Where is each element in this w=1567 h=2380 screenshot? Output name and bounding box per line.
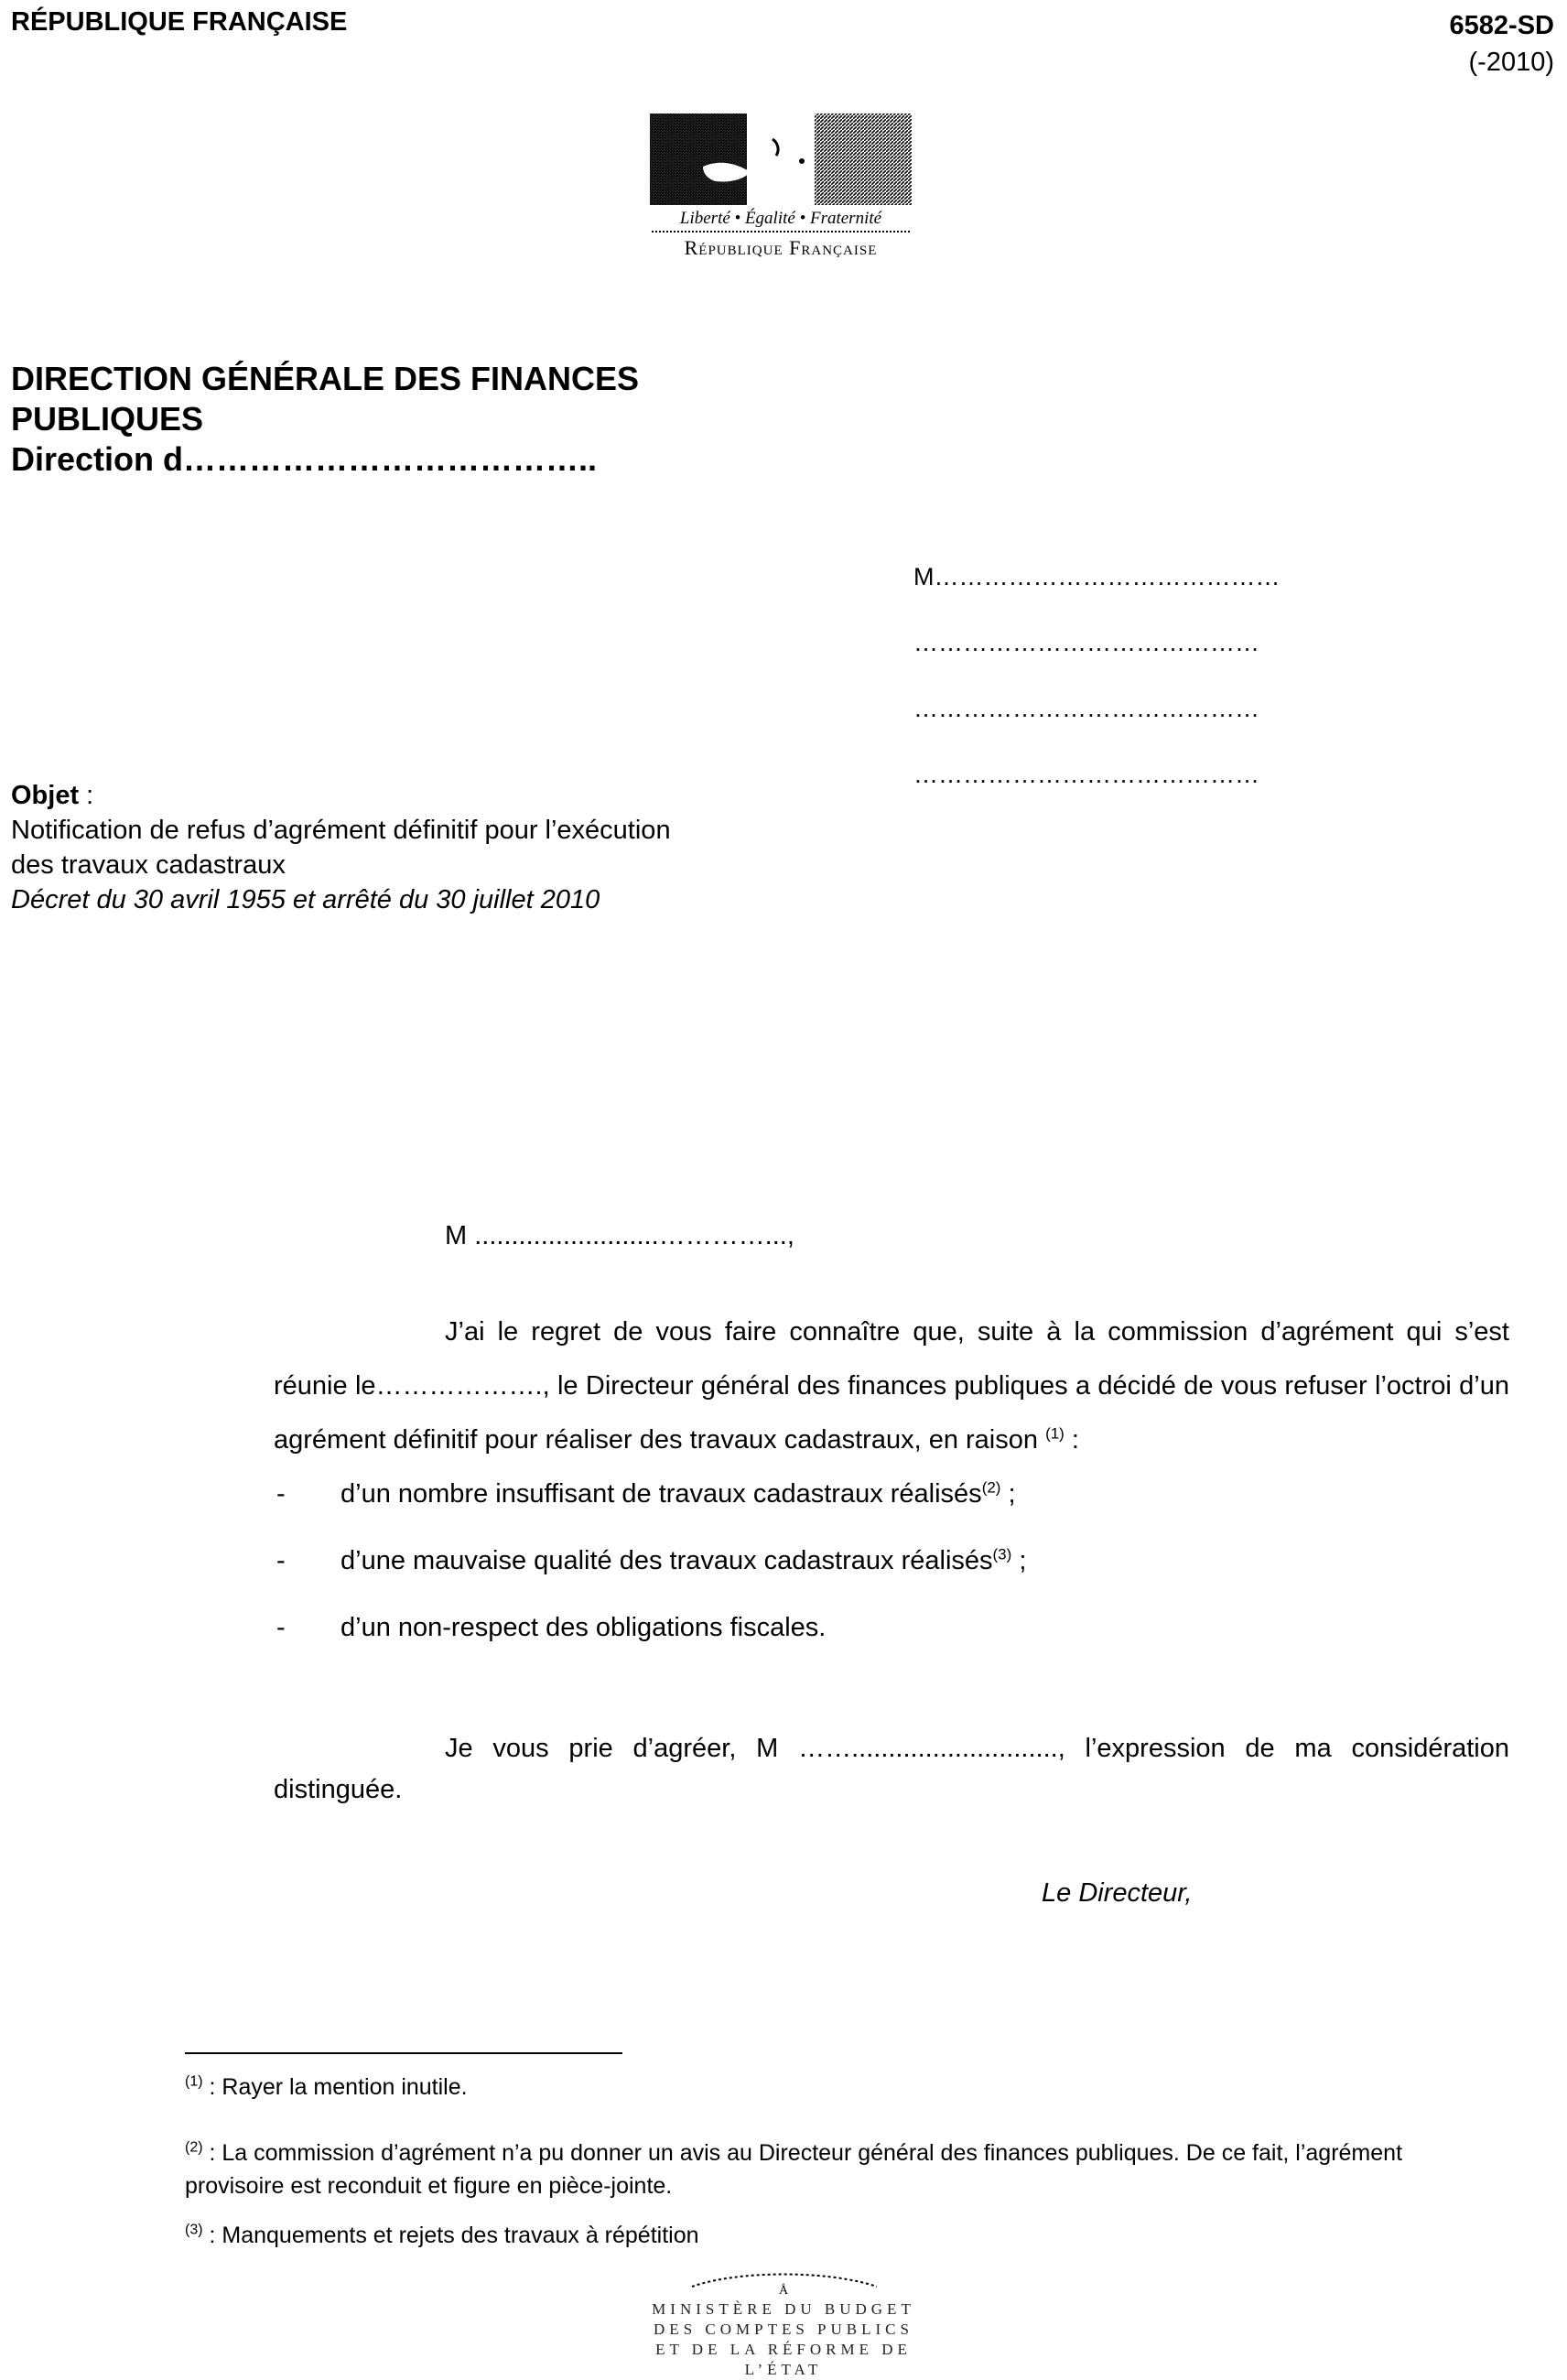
footnote-divider [185, 2052, 622, 2054]
svg-text:Å: Å [778, 2284, 789, 2298]
closing-paragraph [274, 1728, 1509, 1811]
form-code: 6582-SD [1449, 11, 1554, 40]
header-title: RÉPUBLIQUE FRANÇAISE [11, 7, 348, 37]
body-paragraph-text: J’ai le regret de vous faire connaître que, suite à la commission d’agrément qui s’est réunie le………………., le Directeur général des finances publiques a décidé de vous refuser l’octroi d’un agrément définitif pour réaliser des travaux cadastraux, en raison [274, 1317, 1509, 1455]
body-paragraph [274, 1305, 1509, 1467]
letter-body [274, 1305, 1509, 1655]
sender-line-1: DIRECTION GÉNÉRALE DES FINANCES [11, 360, 640, 397]
recipient-line-3: …………………………………… [913, 695, 1259, 722]
ministry-stamp [628, 2263, 939, 2376]
list-item-text: d’une mauvaise qualité des travaux cadastraux réalisés [340, 1546, 993, 1575]
signature: Le Directeur, [1042, 1878, 1193, 1908]
recipient-line-2: …………………………………… [913, 629, 1259, 656]
footnote-2 [185, 2137, 1503, 2202]
ministry-line-2: DES COMPTES PUBLICS [654, 2320, 913, 2338]
ministry-line-1: MINISTÈRE DU BUDGET [652, 2300, 915, 2318]
logo-motto: Liberté • Égalité • Fraternité [679, 209, 882, 228]
footnote-text: : Manquements et rejets des travaux à répétition [202, 2223, 699, 2248]
subject-line-2: des travaux cadastraux [11, 850, 286, 880]
ministry-name [628, 2299, 939, 2380]
subject-block [11, 778, 835, 917]
subject-label-suffix: : [79, 781, 94, 810]
list-item-text: d’un nombre insuffisant de travaux cadastraux réalisés [340, 1479, 982, 1509]
footnote-marker: (3) [185, 2222, 203, 2238]
footnote-marker: (1) [185, 2073, 203, 2090]
subject-label: Objet [11, 781, 80, 810]
body-paragraph-end: : [1064, 1425, 1079, 1455]
form-year: (-2010) [1468, 48, 1554, 77]
footnote-text: : Rayer la mention inutile. [202, 2074, 468, 2100]
recipient-line-4: …………………………………… [913, 761, 1259, 788]
list-item-end: ; [1011, 1546, 1027, 1575]
recipient-address [913, 544, 1281, 807]
list-item-body [340, 1467, 1016, 1521]
list-item [274, 1467, 1509, 1521]
logo-republic-name: République Française [684, 236, 878, 259]
subject-reference: Décret du 30 avril 1955 et arrêté du 30 juillet 2010 [11, 885, 600, 914]
list-item [274, 1534, 1509, 1588]
logo-divider [652, 231, 910, 233]
footnote-3 [185, 2219, 1503, 2252]
salutation: M .........................…………..., [445, 1221, 794, 1250]
footnote-ref-3: (3) [992, 1545, 1012, 1563]
list-dash: - [276, 1613, 286, 1642]
subject-line-1: Notification de refus d’agrément définitif pour l’exécution [11, 816, 671, 845]
footnote-ref-2: (2) [981, 1478, 1001, 1497]
footnote-text: : La commission d’agrément n’a pu donner un avis au Directeur général des finances publiques. De ce fait, l’agrément provisoire est reconduit et figure en pièce-jointe. [185, 2140, 1403, 2199]
footnote-ref-1: (1) [1045, 1424, 1064, 1443]
ministry-emblem-icon [628, 2263, 939, 2299]
marianne-logo [648, 112, 913, 269]
recipient-line-1: M…………………………………… [913, 563, 1281, 590]
form-reference [1450, 7, 1554, 81]
subject-heading [11, 778, 835, 813]
footnote-marker: (2) [185, 2139, 203, 2156]
marianne-emblem-icon [648, 112, 913, 207]
list-item [274, 1601, 1509, 1655]
sender-line-2: PUBLIQUES [11, 400, 204, 438]
list-item-body [340, 1534, 1026, 1588]
sender-block [11, 359, 725, 480]
footnote-1 [185, 2071, 1503, 2104]
list-item-end: ; [1000, 1479, 1016, 1509]
list-dash: - [276, 1479, 286, 1509]
closing-text: Je vous prie d’agréer, M ……............................, l’expression de ma considération distinguée. [274, 1734, 1509, 1804]
sender-line-3: Direction d……………………………….. [11, 440, 598, 478]
ministry-line-3: ET DE LA RÉFORME DE L’ÉTAT [655, 2341, 912, 2378]
list-dash: - [276, 1546, 286, 1575]
list-item-text: d’un non-respect des obligations fiscales. [340, 1613, 827, 1642]
